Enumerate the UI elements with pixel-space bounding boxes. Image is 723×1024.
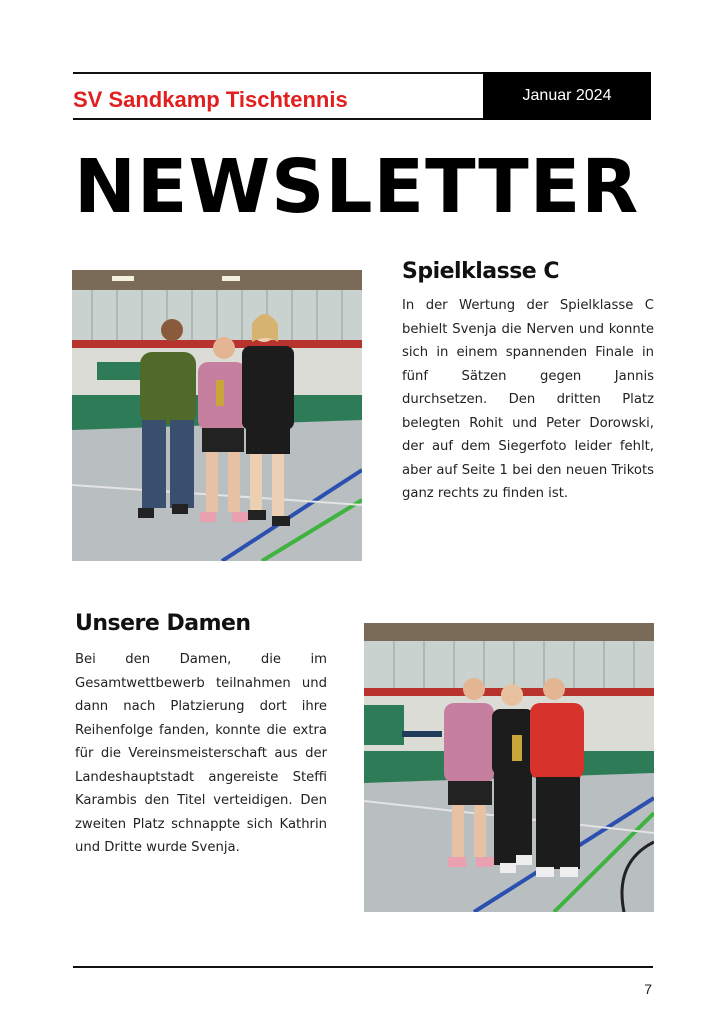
spielklasse-c-winners-photo <box>72 270 362 561</box>
issue-date: Januar 2024 <box>522 87 612 104</box>
damen-winners-photo <box>364 623 654 912</box>
newsletter-title: NEWSLETTER <box>74 144 640 230</box>
section-heading-unsere-damen: Unsere Damen <box>75 611 251 636</box>
club-name: SV Sandkamp Tischtennis <box>73 87 348 112</box>
newsletter-header <box>73 72 651 120</box>
section-text-spielklasse-c: In der Wertung der Spielklasse C behielt Svenja die Nerven und konnte sich in einem spannenden Finale in fünf Sätzen gegen Jannis durchsetzen. Den dritten Platz belegten Rohit und Peter Dorowski, der auf dem Siegerfoto leider fehlt, aber auf Seite 1 bei den neuen Trikots ganz rechts zu finden ist. <box>402 298 654 501</box>
page-number: 7 <box>644 981 652 997</box>
footer-rule <box>73 966 653 968</box>
issue-date-box <box>483 72 651 120</box>
section-heading-spielklasse-c: Spielklasse C <box>402 259 560 284</box>
section-text-unsere-damen: Bei den Damen, die im Gesamtwettbewerb teilnahmen und dann nach Platzierung dort ihre Reihenfolge fanden, konnte die extra für die Vereinsmeisterschaft aus der Landeshauptstadt angereiste Steffi Karambis den Titel verteidigen. Den zweiten Platz schnappte sich Kathrin und Dritte wurde Svenja. <box>75 652 327 855</box>
